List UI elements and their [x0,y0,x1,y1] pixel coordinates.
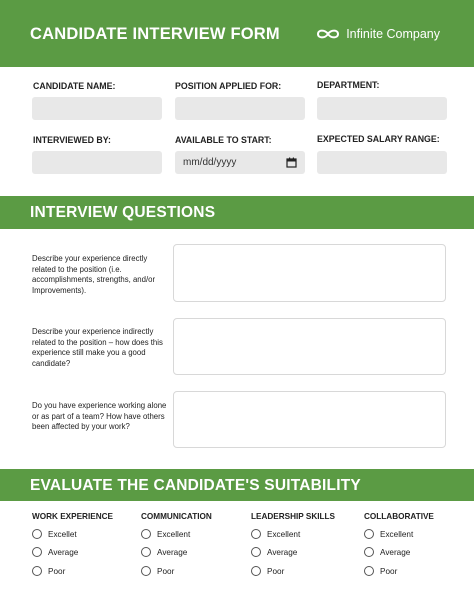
calendar-icon[interactable] [286,157,297,168]
radio-label: Excellent [267,529,301,539]
radio-option[interactable] [251,529,300,539]
radio-label: Average [48,547,79,557]
radio-button[interactable] [32,529,42,539]
answer-box[interactable] [173,318,446,375]
department-field[interactable] [317,97,447,120]
criterion-collaborative: COLLABORATIVE [364,512,434,521]
questions-heading: INTERVIEW QUESTIONS [30,204,216,221]
candidate-name-label: CANDIDATE NAME: [33,81,116,91]
radio-option[interactable] [251,566,284,576]
brand [316,27,440,41]
salary-label: EXPECTED SALARY RANGE: [317,134,440,144]
radio-button[interactable] [364,566,374,576]
radio-label: Average [380,547,411,557]
salary-field[interactable] [317,151,447,174]
available-label: AVAILABLE TO START: [175,135,272,145]
question-text: Do you have experience working alone or as part of a team? How have others been affected by your work? [32,401,167,431]
header-banner [0,0,474,67]
answer-box[interactable] [173,391,446,448]
question-text: Describe your experience directly related to the position (i.e. accomplishments, strengths, and/or Improvements). [32,254,156,295]
radio-button[interactable] [251,529,261,539]
infinity-icon [316,28,340,40]
radio-label: Excellent [380,529,414,539]
radio-button[interactable] [364,547,374,557]
date-placeholder: mm/dd/yyyy [183,157,237,168]
position-field[interactable] [175,97,305,120]
radio-option[interactable] [364,529,413,539]
criterion-communication: COMMUNICATION [141,512,212,521]
radio-option[interactable] [141,566,174,576]
radio-option[interactable] [141,529,190,539]
radio-label: Excellet [48,529,77,539]
criterion-work-experience: WORK EXPERIENCE [32,512,113,521]
answer-box[interactable] [173,244,446,302]
evaluate-heading: EVALUATE THE CANDIDATE'S SUITABILITY [30,477,361,494]
radio-button[interactable] [32,547,42,557]
radio-option[interactable] [251,547,297,557]
radio-option[interactable] [141,547,187,557]
criterion-leadership-skills: LEADERSHIP SKILLS [251,512,336,521]
position-label: POSITION APPLIED FOR: [175,81,282,91]
questions-banner [0,196,474,229]
radio-option[interactable] [32,547,78,557]
brand-name: Infinite Company [346,27,440,41]
radio-label: Poor [267,566,285,576]
radio-button[interactable] [141,547,151,557]
interviewed-by-field[interactable] [32,151,162,174]
radio-label: Average [157,547,188,557]
radio-option[interactable] [32,529,77,539]
evaluate-banner [0,469,474,501]
radio-button[interactable] [364,529,374,539]
question-text: Describe your experience indirectly related to the position – how does this experience still make you a good candidate? [32,327,163,368]
interviewed-by-label: INTERVIEWED BY: [33,135,111,145]
department-label: DEPARTMENT: [317,80,380,90]
radio-label: Poor [157,566,175,576]
radio-label: Poor [380,566,398,576]
radio-label: Excellent [157,529,191,539]
radio-button[interactable] [251,547,261,557]
radio-button[interactable] [251,566,261,576]
radio-button[interactable] [141,566,151,576]
radio-label: Poor [48,566,66,576]
radio-label: Average [267,547,298,557]
form-title: CANDIDATE INTERVIEW FORM [30,25,280,43]
radio-button[interactable] [141,529,151,539]
radio-option[interactable] [364,566,397,576]
radio-option[interactable] [32,566,65,576]
candidate-name-field[interactable] [32,97,162,120]
radio-button[interactable] [32,566,42,576]
radio-option[interactable] [364,547,410,557]
available-date-field[interactable] [175,151,305,174]
